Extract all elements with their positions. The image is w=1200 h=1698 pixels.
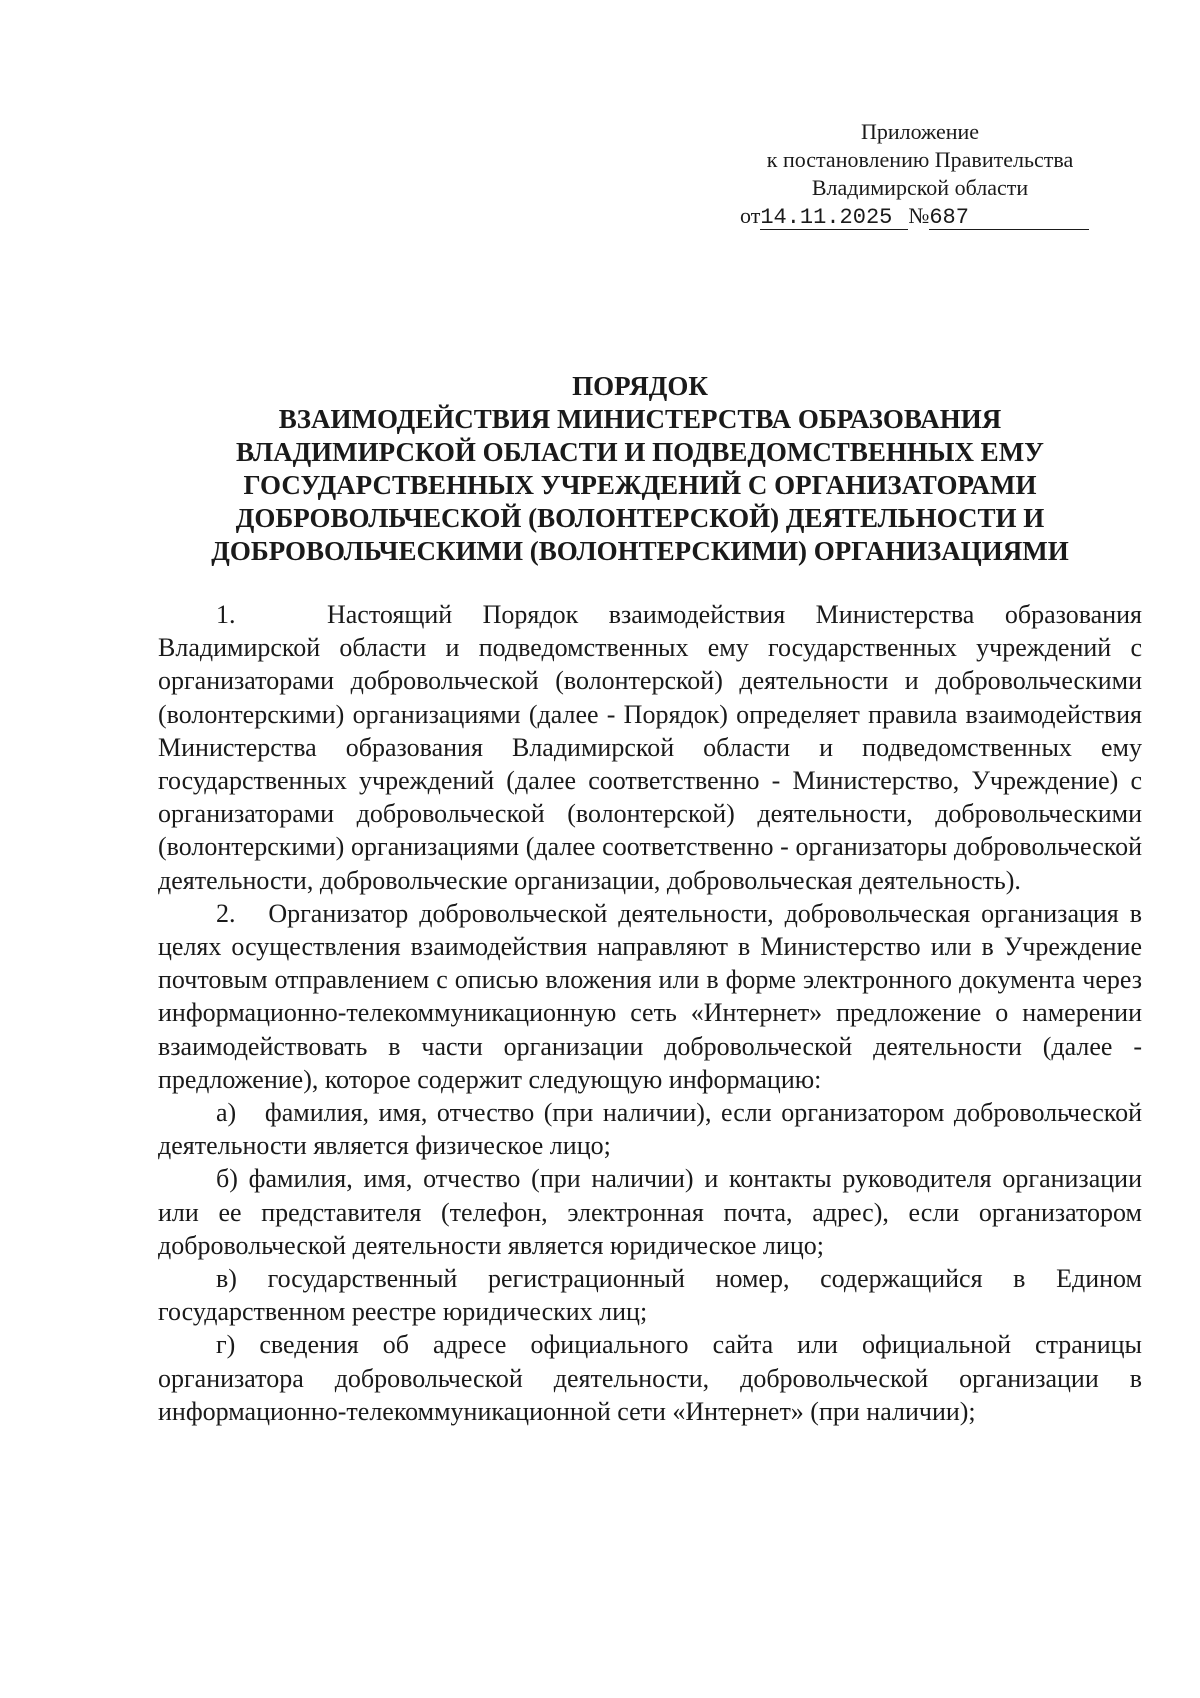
decree-number: 687 bbox=[929, 207, 1089, 230]
appendix-decree: к постановлению Правительства bbox=[766, 147, 1074, 172]
appendix-date-line bbox=[740, 202, 1100, 230]
subitem-g: г) сведения об адресе официального сайта или официальной страницы организатора добровольческой деятельности, добровольческой организации в информационно-телекоммуникационной сети «Интернет» (при наличии); bbox=[158, 1330, 1142, 1426]
title-line-1: ПОРЯДОК bbox=[572, 371, 708, 401]
document-title bbox=[150, 370, 1130, 568]
subitem-a: а) фамилия, имя, отчество (при наличии), если организатором добровольческой деятельности является физическое лицо; bbox=[158, 1098, 1142, 1161]
title-line-5: ДОБРОВОЛЬЧЕСКОЙ (ВОЛОНТЕРСКОЙ) ДЕЯТЕЛЬНОСТИ И bbox=[235, 503, 1045, 533]
paragraph-2: 2. Организатор добровольческой деятельности, добровольческая организация в целях осуществления взаимодействия направляют в Министерство или в Учреждение почтовым отправлением с описью вложения или в форме электронного документа через информационно-телекоммуникационную сеть «Интернет» предложение о намерении взаимодействовать в части организации добровольческой деятельности (далее - предложение), которое содержит следующую информацию: bbox=[158, 898, 1142, 1094]
title-line-6: ДОБРОВОЛЬЧЕСКИМИ (ВОЛОНТЕРСКИМИ) ОРГАНИЗАЦИЯМИ bbox=[211, 536, 1069, 566]
document-body bbox=[158, 598, 1142, 1428]
decree-date: 14.11.2025 bbox=[760, 207, 908, 230]
appendix-header bbox=[740, 118, 1100, 230]
subitem-b: б) фамилия, имя, отчество (при наличии) и контакты руководителя организации или ее представителя (телефон, электронная почта, адрес), если организатором добровольческой деятельности является юридическое лицо; bbox=[158, 1164, 1142, 1260]
title-line-4: ГОСУДАРСТВЕННЫХ УЧРЕЖДЕНИЙ С ОРГАНИЗАТОРАМИ bbox=[243, 470, 1037, 500]
appendix-region: Владимирской области bbox=[811, 175, 1029, 200]
date-prefix: от bbox=[740, 203, 761, 228]
paragraph-1: 1. Настоящий Порядок взаимодействия Министерства образования Владимирской области и подведомственных ему государственных учреждений с организаторами добровольческой (волонтерской) деятельности и добровольческими (волонтерскими) организациями (далее - Порядок) определяет правила взаимодействия Министерства образования Владимирской области и подведомственных ему государственных учреждений (далее соответственно - Министерство, Учреждение) с организаторами добровольческой (волонтерской) деятельности, добровольческими (волонтерскими) организациями (далее соответственно - организаторы добровольческой деятельности, добровольческие организации, добровольческая деятельность). bbox=[158, 600, 1142, 895]
subitem-v: в) государственный регистрационный номер, содержащийся в Едином государственном реестре юридических лиц; bbox=[158, 1264, 1142, 1327]
title-line-2: ВЗАИМОДЕЙСТВИЯ МИНИСТЕРСТВА ОБРАЗОВАНИЯ bbox=[278, 404, 1002, 434]
appendix-label: Приложение bbox=[860, 119, 980, 144]
title-line-3: ВЛАДИМИРСКОЙ ОБЛАСТИ И ПОДВЕДОМСТВЕННЫХ ЕМУ bbox=[235, 437, 1044, 467]
number-prefix: № bbox=[908, 203, 930, 228]
